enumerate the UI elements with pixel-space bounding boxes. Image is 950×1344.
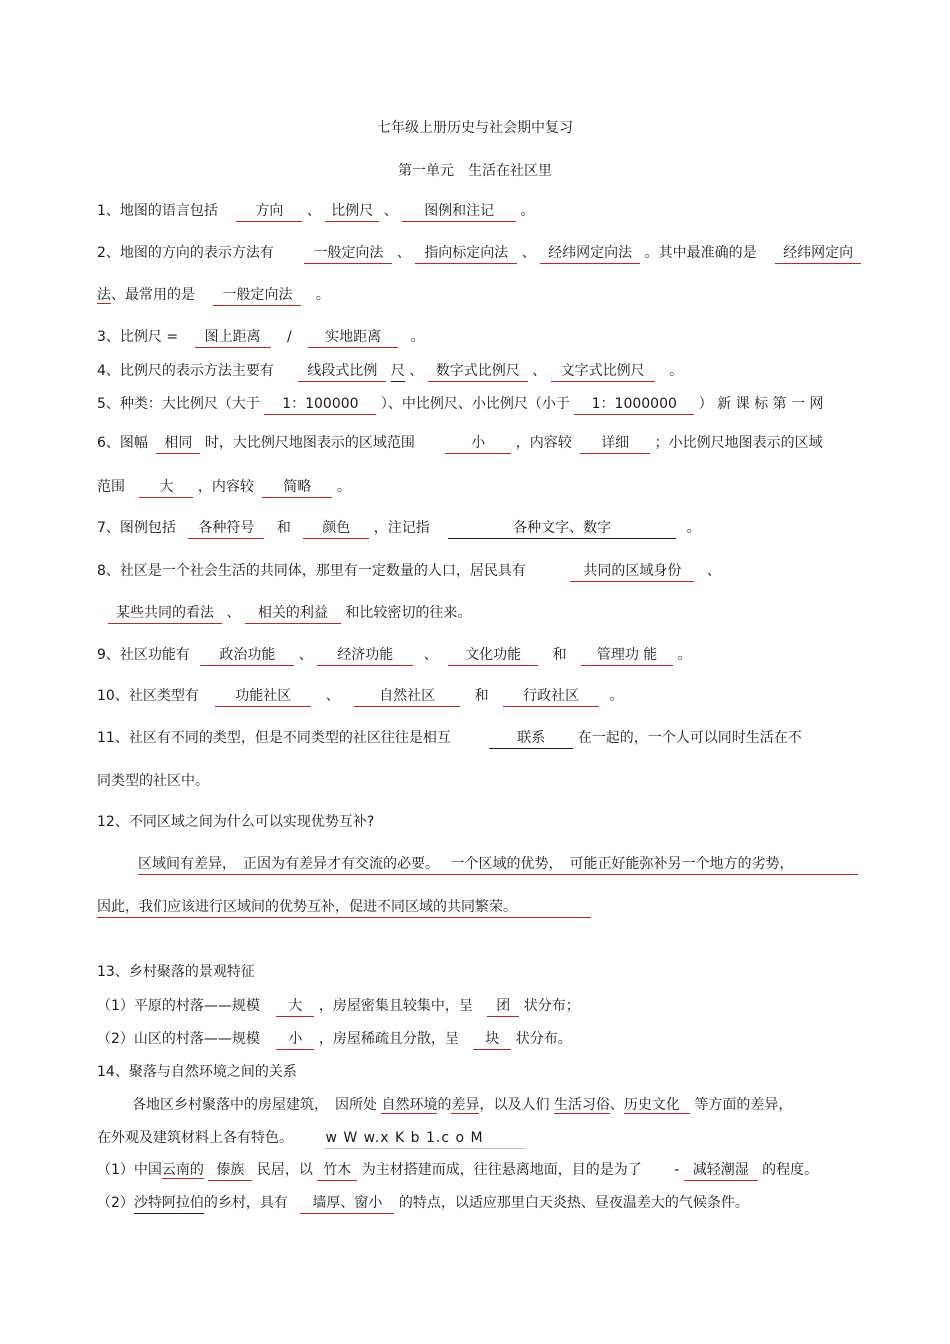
answer-blank: 方向 <box>236 201 302 222</box>
answer-blank: 文化功能 <box>448 645 538 666</box>
answer-blank: 某些共同的看法 <box>108 603 222 624</box>
answer-blank: 自然环境 <box>381 1097 438 1113</box>
question-12: 12、不同区域之间为什么可以实现优势互补? <box>97 814 375 830</box>
answer-blank: 数字式比例尺 <box>428 361 528 382</box>
answer-blank: 1：100000 <box>264 394 376 415</box>
answer-blank: 管理功 能 <box>581 645 673 666</box>
answer-blank: 详细 <box>580 433 650 454</box>
question-8: 8、社区是一个社会生活的共同体，那里有一定数量的人口，居民具有 共同的区域身份 、 <box>97 561 860 582</box>
question-14-item-2: （2）沙特阿拉伯的乡村，具有 墙厚、窗小 的特点，以适应那里白天炎热、昼夜温差大的气候条件。 <box>97 1193 860 1214</box>
question-10: 10、社区类型有 功能社区 、 自然社区 和 行政社区 。 <box>97 686 860 707</box>
answer-blank: 团 <box>487 996 519 1017</box>
answer-blank: 联系 <box>489 728 573 749</box>
answer-blank: 大 <box>139 477 193 498</box>
question-7: 7、图例包括 各种符号 和 颜色 ，注记指 各种文字、数字 。 <box>97 518 860 539</box>
watermark: w W w.x K b 1.c o M <box>325 1128 525 1149</box>
answer-blank: 自然社区 <box>354 686 460 707</box>
answer-blank: 傣族 <box>208 1160 252 1181</box>
answer-blank: 经纬网定向 <box>775 243 861 264</box>
question-14-para: 各地区乡村聚落中的房屋建筑， 因所处 自然环境的差异，以及人们 生活习俗、历史文化 等方面的差异， <box>132 1097 793 1113</box>
answer-blank: 小 <box>445 433 511 454</box>
answer-blank: 简略 <box>262 477 332 498</box>
question-2: 2、地图的方向的表示方法有 一般定向法 、 指向标定向法 、 经纬网定向法 。其中最准确的是 经纬网定向 <box>97 243 860 264</box>
answer-blank: 一般定向法 <box>213 285 301 306</box>
answer-blank: 1：1000000 <box>574 394 694 415</box>
question-3: 3、比例尺 = 图上距离 / 实地距离 。 <box>97 327 860 348</box>
question-13: 13、乡村聚落的景观特征 <box>97 964 255 980</box>
question-14-para-cont: 在外观及建筑材料上各有特色。 w W w.x K b 1.c o M <box>97 1128 860 1149</box>
question-11-cont: 同类型的社区中。 <box>97 773 209 789</box>
answer-blank: 指向标定向法 <box>415 243 517 264</box>
answer-blank: 一般定向法 <box>304 243 392 264</box>
answer-blank: 历史文化 <box>624 1097 690 1114</box>
answer-blank: 图例和注记 <box>402 201 516 222</box>
question-6-cont: 范围 大 ，内容较 简略 。 <box>97 477 860 498</box>
answer-blank: 文字式比例尺 <box>551 361 655 382</box>
answer-blank: 小 <box>276 1029 314 1050</box>
answer-blank: 减轻潮湿 <box>684 1160 758 1181</box>
answer-blank: 差异 <box>451 1097 480 1113</box>
unit-title: 第一单元 生活在社区里 <box>398 163 552 179</box>
answer-blank: 行政社区 <box>503 686 599 707</box>
question-14-item-1: （1）中国云南的 傣族 民居，以 竹木 为主材搭建而成，往往悬离地面，目的是为了 - 减轻潮湿 的程度。 <box>97 1160 860 1181</box>
question-4: 4、比例尺的表示方法主要有 线段式比例 尺 、 数字式比例尺 、 文字式比例尺 。 <box>97 361 860 382</box>
question-12-answer-cont: 因此，我们应该进行区域间的优势互补，促进不同区域的共同繁荣。 <box>97 897 860 918</box>
answer-blank: 功能社区 <box>215 686 311 707</box>
answer-blank: 大 <box>276 996 314 1017</box>
answer-blank: 共同的区域身份 <box>570 561 694 582</box>
question-12-answer: 区域间有差异， 正因为有差异才有交流的必要。 一个区域的优势， 可能正好能弥补另一个地方的劣势， <box>138 854 860 875</box>
question-9: 9、社区功能有 政治功能 、 经济功能 、 文化功能 和 管理功 能 。 <box>97 645 860 666</box>
answer-blank: 竹木 <box>317 1160 357 1181</box>
answer-blank: 块 <box>473 1029 511 1050</box>
question-2-cont: 法、最常用的是 一般定向法 。 <box>97 285 860 306</box>
answer-blank: 线段式比例 <box>298 361 386 382</box>
question-1: 1、地图的语言包括 方向 、 比例尺 、 图例和注记 。 <box>97 201 860 222</box>
answer-blank: 墙厚、窗小 <box>300 1193 394 1214</box>
question-6: 6、图幅 相同 时，大比例尺地图表示的区域范围 小 ，内容较 详细 ；小比例尺地图表示的区域 <box>97 433 860 454</box>
question-5: 5、种类：大比例尺（大于 1：100000 ）、中比例尺、小比例尺（小于 1：1000000 ） 新 课 标 第 一 网 <box>97 394 860 415</box>
answer-blank: 政治功能 <box>200 645 294 666</box>
question-8-cont: 某些共同的看法 、 相关的利益 和比较密切的往来。 <box>108 603 860 624</box>
answer-blank: 颜色 <box>303 518 369 539</box>
answer-blank: 经济功能 <box>317 645 413 666</box>
page-title: 七年级上册历史与社会期中复习 <box>377 120 573 136</box>
question-13-item-2: （2）山区的村落——规模 小 ，房屋稀疏且分散，呈 块 状分布。 <box>97 1029 860 1050</box>
answer-blank: 比例尺 <box>325 201 379 222</box>
answer-blank: 各种符号 <box>188 518 264 539</box>
answer-blank: 实地距离 <box>308 327 398 348</box>
answer-blank: 生活习俗 <box>553 1097 610 1113</box>
answer-blank: 相同 <box>156 433 200 454</box>
answer-blank: 各种文字、数字 <box>448 518 676 539</box>
question-14: 14、聚落与自然环境之间的关系 <box>97 1064 297 1080</box>
answer-blank: 图上距离 <box>195 327 271 348</box>
answer-blank: 经纬网定向法 <box>540 243 640 264</box>
question-11: 11、社区有不同的类型，但是不同类型的社区往往是相互 联系 在一起的，一个人可以同时生活在不 <box>97 728 860 749</box>
answer-blank: 相关的利益 <box>245 603 341 624</box>
question-13-item-1: （1）平原的村落——规模 大 ，房屋密集且较集中，呈 团 状分布； <box>97 996 860 1017</box>
